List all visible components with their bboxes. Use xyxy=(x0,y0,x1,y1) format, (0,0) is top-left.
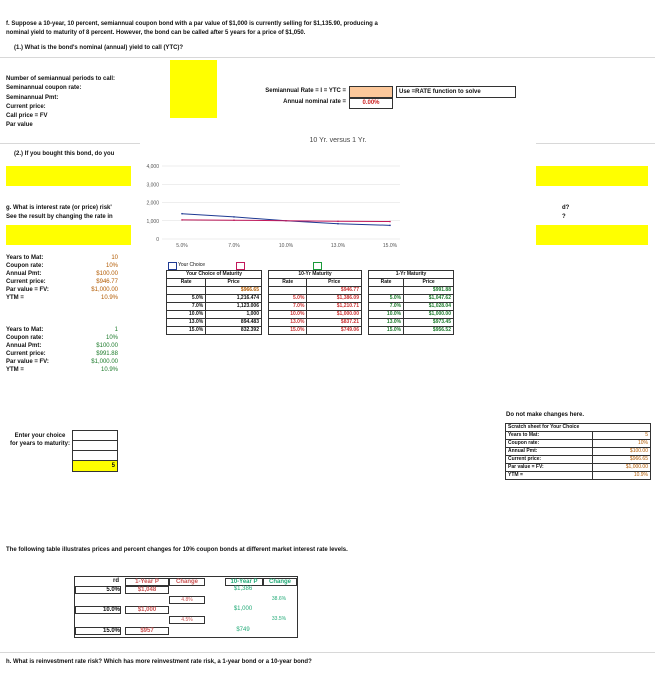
price-cell: $749.06 xyxy=(307,327,362,335)
rate-cell: 7.0% xyxy=(269,303,307,311)
answer-cell-2b[interactable] xyxy=(530,166,648,186)
x-tick-label: 7.0% xyxy=(228,243,240,249)
years-choice-input[interactable]: 5 xyxy=(72,460,118,472)
scratch-label: Coupon rate: xyxy=(506,440,593,448)
scratch-note: Do not make changes here. xyxy=(506,412,585,418)
line-chart xyxy=(140,134,536,254)
problem-line-1: f. Suppose a 10-year, 10 percent, semiannual coupon bond with a par value of $1,000 is currently selling for $1,135.90, producing a xyxy=(6,21,378,27)
scratch-label: Years to Mat: xyxy=(506,432,593,440)
bond-label: Par value = FV: xyxy=(6,359,49,365)
bond-value[interactable]: 10.9% xyxy=(100,295,118,301)
answer-cell-g[interactable] xyxy=(6,225,131,245)
semiannual-rate-input[interactable] xyxy=(349,86,393,98)
pct-table xyxy=(74,576,298,638)
rate-header: Rate xyxy=(167,279,206,287)
legend-swatch-icon xyxy=(236,262,245,270)
scratch-value: $1,000.00 xyxy=(592,464,650,472)
data-point xyxy=(233,216,235,218)
question-h: h. What is reinvestment rate risk? Which has more reinvestment rate risk, a 1-year bond or a 10-year bond? xyxy=(6,659,312,665)
pct-change: 38.6% xyxy=(271,596,287,602)
bond-value[interactable]: 1 xyxy=(114,327,118,333)
annual-rate-label: Annual nominal rate = xyxy=(283,99,346,105)
pct-header: 10-Year P xyxy=(225,578,263,586)
price-cell: $973.45 xyxy=(404,319,454,327)
pct-rd: 15.0% xyxy=(75,627,121,635)
price-cell: 1,000 xyxy=(206,311,262,319)
scratch-label: Current price: xyxy=(506,456,593,464)
annual-rate-output: 0.00% xyxy=(349,98,393,109)
rate-cell: 10.0% xyxy=(369,311,404,319)
pct-header: Change xyxy=(263,578,297,586)
legend-swatch-icon xyxy=(168,262,177,270)
bond-label: Annual Pmt: xyxy=(6,271,42,277)
scratch-value: $966.65 xyxy=(592,456,650,464)
price-cell: $1,210.71 xyxy=(307,303,362,311)
rate-cell: 13.0% xyxy=(167,319,206,327)
chart-title: 10 Yr. versus 1 Yr. xyxy=(309,137,367,144)
divider xyxy=(0,57,655,58)
rate-cell xyxy=(167,287,206,295)
rate-cell xyxy=(369,287,404,295)
price-cell: 832.392 xyxy=(206,327,262,335)
bond-1yr-labels xyxy=(6,326,49,374)
price-cell: $956.52 xyxy=(404,327,454,335)
pct-p1: $1,048 xyxy=(125,586,169,594)
data-point xyxy=(337,223,339,225)
rate-cell: 15.0% xyxy=(269,327,307,335)
y-tick-label: 3,000 xyxy=(146,182,159,189)
scratch-value: 5 xyxy=(592,432,650,440)
pct-p10: $749 xyxy=(236,627,250,633)
rate-hint: Use =RATE function to solve xyxy=(396,86,516,98)
divider xyxy=(0,652,655,653)
bond-value[interactable]: 10% xyxy=(105,263,118,269)
data-point xyxy=(233,219,235,221)
problem-line-2: nominal yield to maturity of 8 percent. However, the bond can be called after 5 years for a price of $1,050. xyxy=(6,30,306,36)
your-choice-table xyxy=(166,270,262,335)
rate-cell: 13.0% xyxy=(369,319,404,327)
price-cell: $946.77 xyxy=(307,287,362,295)
one-year-table xyxy=(368,270,454,335)
y-tick-label: 2,000 xyxy=(146,200,159,207)
price-cell: $991.88 xyxy=(404,287,454,295)
x-tick-label: 15.0% xyxy=(382,243,398,249)
y-tick-label: 0 xyxy=(156,237,159,243)
data-point xyxy=(181,219,183,221)
ytc-input-cells[interactable] xyxy=(170,60,217,118)
rate-cell: 15.0% xyxy=(369,327,404,335)
price-cell: 894.483 xyxy=(206,319,262,327)
bond-value[interactable]: $1,000.00 xyxy=(91,287,118,293)
bond-10yr-labels xyxy=(6,254,49,302)
bond-label: Annual Pmt: xyxy=(6,343,42,349)
scratch-label: YTM = xyxy=(506,472,593,480)
bond-value: $991.88 xyxy=(96,351,118,357)
pct-change: 4.5% xyxy=(169,616,205,624)
choice-label: Enter your choice for years to maturity: xyxy=(10,433,71,447)
ytc-label: Seminannual coupon rate: xyxy=(6,85,82,92)
pct-change: 33.5% xyxy=(271,616,287,622)
price-header: Price xyxy=(404,279,454,287)
pct-caption: The following table illustrates prices and percent changes for 10% coupon bonds at different market interest rate levels. xyxy=(6,547,348,553)
x-tick-label: 13.0% xyxy=(330,243,346,249)
pct-p1: $957 xyxy=(125,627,169,635)
rate-header: Rate xyxy=(269,279,307,287)
rate-cell xyxy=(269,287,307,295)
rate-cell: 7.0% xyxy=(167,303,206,311)
price-cell: $1,047.62 xyxy=(404,295,454,303)
data-point xyxy=(389,221,391,223)
bond-10yr-values xyxy=(80,254,118,302)
bond-value: $100.00 xyxy=(96,343,118,349)
pct-header: 1-Year P xyxy=(125,578,169,586)
rate-header: Rate xyxy=(369,279,404,287)
ytc-labels xyxy=(6,75,115,131)
bond-label: Current price: xyxy=(6,279,46,285)
grid-cell xyxy=(72,430,118,440)
ytc-label: Seminannual Pmt: xyxy=(6,94,59,101)
pct-header: Change xyxy=(169,578,205,586)
bond-value[interactable]: 10.9% xyxy=(100,367,118,373)
price-cell: 1,123.006 xyxy=(206,303,262,311)
question-g-tail-2: ? xyxy=(562,214,566,220)
bond-label: Coupon rate: xyxy=(6,263,44,269)
question-g xyxy=(6,204,146,222)
chart-svg xyxy=(140,134,536,254)
price-cell: $837.21 xyxy=(307,319,362,327)
data-point xyxy=(181,213,183,215)
scratch-value: 10% xyxy=(592,440,650,448)
scratch-label: Par value = FV: xyxy=(506,464,593,472)
table-title: 1-Yr Maturity xyxy=(369,271,454,279)
grid-cell xyxy=(72,440,118,450)
pct-rd: 5.0% xyxy=(75,586,121,594)
table-title: Your Choice of Maturity xyxy=(167,271,262,279)
data-point xyxy=(285,220,287,222)
x-tick-label: 10.0% xyxy=(278,243,294,249)
series-line xyxy=(182,214,390,226)
rate-cell: 7.0% xyxy=(369,303,404,311)
bond-label: Par value = FV: xyxy=(6,287,49,293)
rate-cell: 13.0% xyxy=(269,319,307,327)
bond-value[interactable]: 10 xyxy=(111,255,118,261)
rate-cell: 5.0% xyxy=(369,295,404,303)
ten-year-table xyxy=(268,270,362,335)
bond-value: $100.00 xyxy=(96,271,118,277)
pct-p10: $1,000 xyxy=(233,606,253,612)
bond-label: Years to Mat: xyxy=(6,327,44,333)
price-cell: $1,028.04 xyxy=(404,303,454,311)
choice-grid xyxy=(72,430,118,472)
x-tick-label: 5.0% xyxy=(176,243,188,249)
pct-p1: $1,000 xyxy=(125,606,169,614)
bond-value[interactable]: $1,000.00 xyxy=(91,359,118,365)
data-point xyxy=(337,220,339,222)
pct-p10: $1,386 xyxy=(233,586,253,592)
price-cell: 1,216.474 xyxy=(206,295,262,303)
bond-value[interactable]: 10% xyxy=(105,335,118,341)
ytc-label: Number of semiannual periods to call: xyxy=(6,76,116,82)
scratch-title: Scratch sheet for Your Choice xyxy=(506,424,651,432)
data-point xyxy=(389,225,391,227)
price-cell: $1,000.00 xyxy=(307,311,362,319)
question-g-tail-1: d? xyxy=(562,205,570,211)
semiannual-rate-label: Semiannual Rate = I = YTC = xyxy=(265,88,346,94)
ytc-label: Current price: xyxy=(6,103,46,110)
pct-header: rd xyxy=(113,578,119,584)
question-g-tail xyxy=(562,204,569,222)
scratch-value: 10.9% xyxy=(592,472,650,480)
price-header: Price xyxy=(307,279,362,287)
question-1: (1.) What is the bond's nominal (annual) yield to call (YTC)? xyxy=(14,45,184,51)
ytc-label: Par value xyxy=(6,122,33,129)
bond-label: Years to Mat: xyxy=(6,255,44,261)
pct-rd: 10.0% xyxy=(75,606,121,614)
price-cell: $1,000.00 xyxy=(404,311,454,319)
price-cell: $1,386.09 xyxy=(307,295,362,303)
scratch-label: Annual Pmt: xyxy=(506,448,593,456)
scratch-sheet xyxy=(505,423,651,480)
pct-change: 4.8% xyxy=(169,596,205,604)
answer-cell-2[interactable] xyxy=(6,166,131,186)
table-title: 10-Yr Maturity xyxy=(269,271,362,279)
legend-swatch-icon xyxy=(313,262,322,270)
problem-text xyxy=(6,20,646,38)
rate-cell: 5.0% xyxy=(167,295,206,303)
bond-label: Coupon rate: xyxy=(6,335,44,341)
y-tick-label: 4,000 xyxy=(146,164,159,170)
price-header: Price xyxy=(206,279,262,287)
legend-label: Your Choice xyxy=(178,262,206,268)
answer-cell-gb[interactable] xyxy=(530,225,648,245)
rate-cell: 10.0% xyxy=(269,311,307,319)
y-tick-label: 1,000 xyxy=(146,218,159,225)
bond-label: YTM = xyxy=(6,295,24,301)
scratch-value: $100.00 xyxy=(592,448,650,456)
rate-cell: 5.0% xyxy=(269,295,307,303)
question-2: (2.) If you bought this bond, do you xyxy=(14,151,115,157)
grid-cell xyxy=(72,450,118,460)
bond-value: $946.77 xyxy=(96,279,118,285)
price-cell: $966.65 xyxy=(206,287,262,295)
question-g-text: g. What is interest rate (or price) risk' xyxy=(6,205,112,211)
bond-label: YTM = xyxy=(6,367,24,373)
rate-cell: 10.0% xyxy=(167,311,206,319)
ytc-label: Call price = FV xyxy=(6,113,48,120)
bond-label: Current price: xyxy=(6,351,46,357)
bond-1yr-values xyxy=(80,326,118,374)
question-g-sub: See the result by changing the rate in xyxy=(6,214,113,220)
rate-cell: 15.0% xyxy=(167,327,206,335)
